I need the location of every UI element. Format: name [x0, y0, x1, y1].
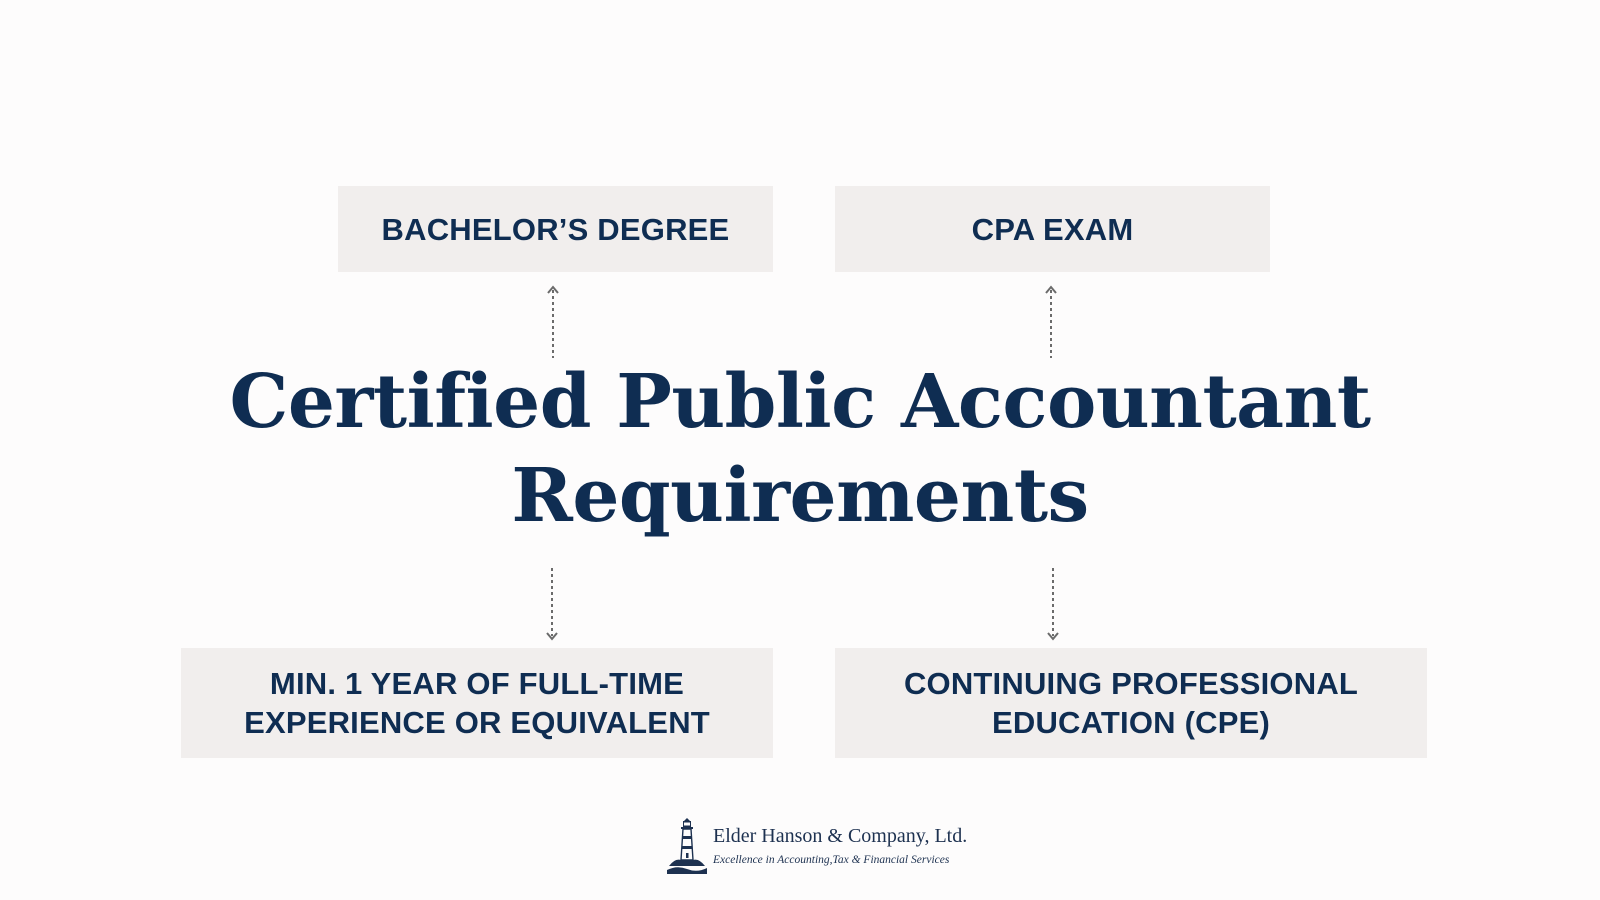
requirement-label: CONTINUING PROFESSIONAL EDUCATION (CPE) — [903, 666, 1359, 740]
lighthouse-icon — [667, 818, 707, 874]
title-line-2: Requirements — [511, 453, 1089, 539]
requirement-box-experience — [181, 648, 773, 758]
requirement-label: MIN. 1 YEAR OF FULL-TIME EXPERIENCE OR EQUIVALENT — [244, 666, 710, 740]
arrow-down-icon — [542, 566, 562, 642]
company-name: Elder Hanson & Company, Ltd. — [713, 825, 968, 847]
requirement-box-cpe — [835, 648, 1427, 758]
requirement-label: CPA EXAM — [971, 211, 1134, 247]
requirement-box-cpa-exam — [835, 186, 1270, 272]
arrow-up-icon — [543, 284, 563, 360]
company-tagline: Excellence in Accounting,Tax & Financial Services — [713, 854, 950, 866]
diagram-title — [0, 355, 1600, 543]
requirement-box-bachelors-degree — [338, 186, 773, 272]
company-logo — [667, 818, 967, 874]
title-line-1: Certified Public Accountant — [229, 359, 1371, 445]
arrow-down-icon — [1043, 566, 1063, 642]
arrow-up-icon — [1041, 284, 1061, 360]
requirement-label: BACHELOR’S DEGREE — [381, 211, 730, 247]
